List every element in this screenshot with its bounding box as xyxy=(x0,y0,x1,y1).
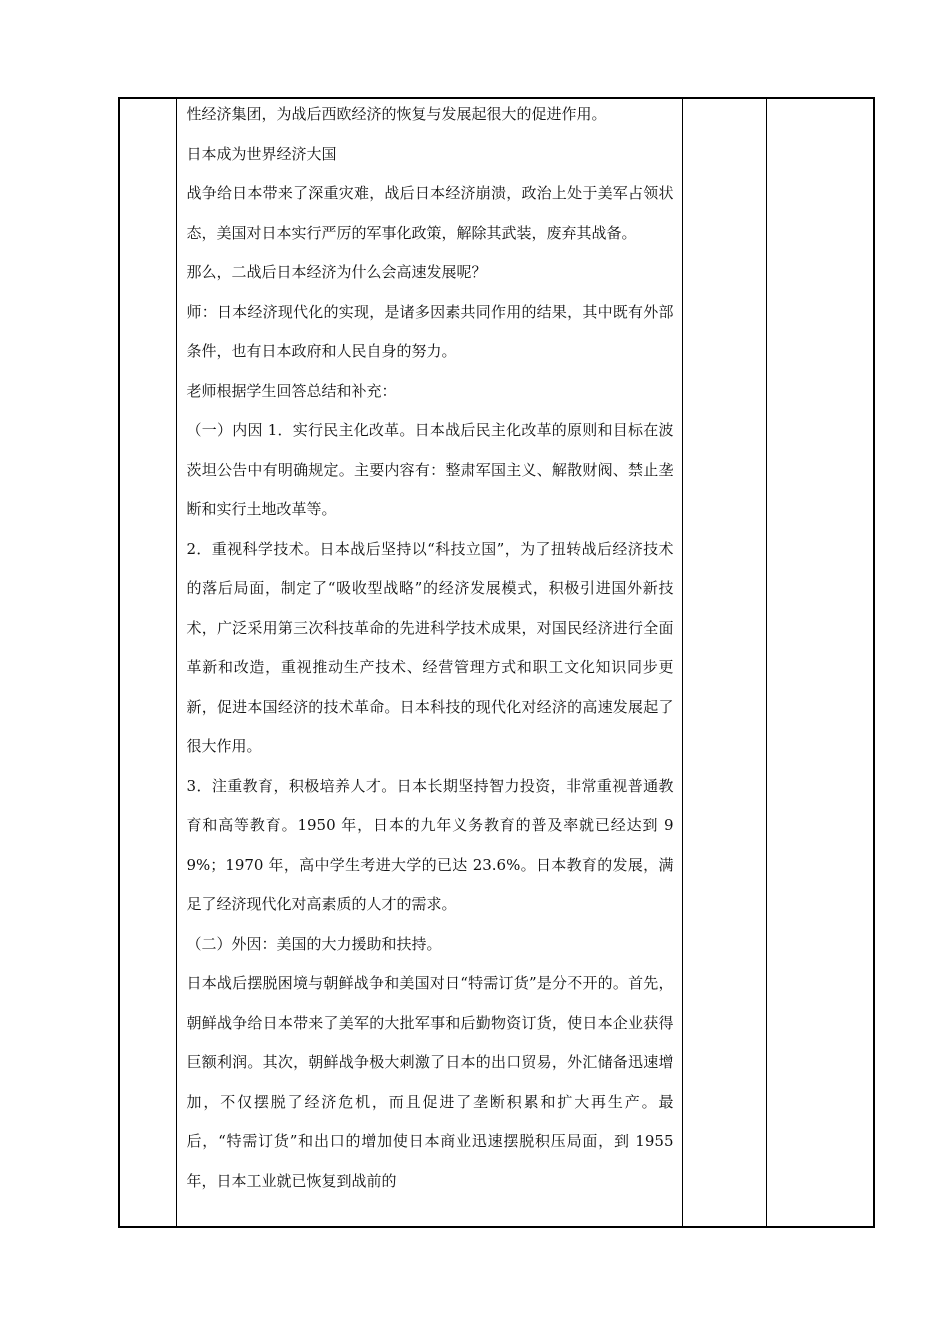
paragraph: 2．重视科学技术。日本战后坚持以“科技立国”，为了扭转战后经济技术的落后局面，制定了“吸收型战略”的经济发展模式，积极引进国外新技术，广泛采用第三次科技革命的先进科学技术成果，对国民经济进行全面革新和改造，重视推动生产技术、经营管理方式和职工文化知识同步更新，促进本国经济的技术革命。日本科技的现代化对经济的高速发展起了很大作用。 xyxy=(186,539,674,755)
right-column-cell xyxy=(766,98,874,1227)
paragraph: 师：日本经济现代化的实现，是诸多因素共同作用的结果，其中既有外部条件，也有日本政府和人民自身的努力。 xyxy=(186,302,674,360)
content-text-block xyxy=(177,95,682,1201)
paragraph: 那么，二战后日本经济为什么会高速发展呢？ xyxy=(186,263,487,281)
paragraph: （一）内因 1．实行民主化改革。日本战后民主化改革的原则和目标在波茨坦公告中有明确规定。主要内容有：整肃军国主义、解散财阀、禁止垄断和实行土地改革等。 xyxy=(186,421,674,518)
lesson-plan-table xyxy=(118,97,875,1228)
paragraph: 战争给日本带来了深重灾难，战后日本经济崩溃，政治上处于美军占领状态，美国对日本实行严厉的军事化政策，解除其武装，废弃其战备。 xyxy=(186,184,674,242)
content-cell xyxy=(176,98,682,1227)
paragraph: 性经济集团，为战后西欧经济的恢复与发展起很大的促进作用。 xyxy=(186,105,607,123)
paragraph: 3．注重教育，积极培养人才。日本长期坚持智力投资，非常重视普通教育和高等教育。1950 年，日本的九年义务教育的普及率就已经达到 99%；1970 年，高中学生考进大学的已达 23.6%。日本教育的发展，满足了经济现代化对高素质的人才的需求。 xyxy=(186,776,674,913)
section-heading: 日本成为世界经济大国 xyxy=(186,144,337,163)
third-column-cell xyxy=(682,98,766,1227)
left-column-cell xyxy=(119,98,176,1227)
paragraph: 老师根据学生回答总结和补充： xyxy=(186,381,397,400)
paragraph: （二）外因：美国的大力援助和扶持。 xyxy=(186,934,442,953)
paragraph: 日本战后摆脱困境与朝鲜战争和美国对日“特需订货”是分不开的。首先，朝鲜战争给日本带来了美军的大批军事和后勤物资订货，使日本企业获得巨额利润。其次，朝鲜战争极大刺激了日本的出口贸易，外汇储备迅速增加，不仅摆脱了经济危机，而且促进了垄断积累和扩大再生产。最后，“特需订货”和出口的增加使日本商业迅速摆脱积压局面，到 1955 年，日本工业就已恢复到战前的 xyxy=(186,974,674,1190)
table-row xyxy=(119,98,874,1227)
